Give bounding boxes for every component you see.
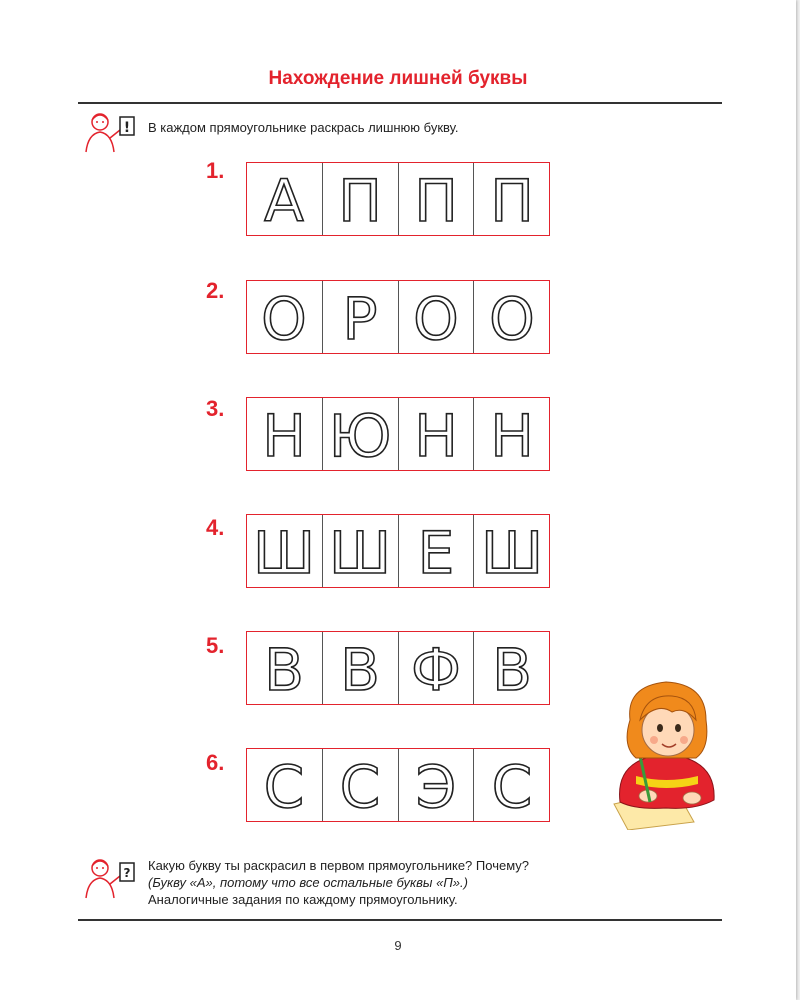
letter-cell[interactable] <box>398 632 474 704</box>
outlined-letter: О <box>488 285 535 353</box>
letter-cell[interactable] <box>473 281 549 353</box>
girl-drawing-illustration <box>606 672 728 830</box>
letter-cell[interactable] <box>322 281 398 353</box>
outlined-letter: Ш <box>480 519 543 587</box>
svg-text:!: ! <box>123 120 131 136</box>
outlined-letter: А <box>264 167 305 235</box>
outlined-letter: Ш <box>329 519 392 587</box>
letter-cell[interactable] <box>473 163 549 235</box>
bottom-divider <box>78 919 722 921</box>
outlined-letter: С <box>491 753 532 821</box>
letter-cell[interactable] <box>473 632 549 704</box>
letter-cell[interactable] <box>322 632 398 704</box>
row-number: 5. <box>206 633 225 658</box>
instruction-text: В каждом прямоугольнике раскрась лишнюю букву. <box>148 120 459 135</box>
outlined-letter: В <box>264 636 305 704</box>
outlined-letter: Ш <box>253 519 316 587</box>
letter-row <box>246 280 550 354</box>
letter-cell[interactable] <box>247 281 322 353</box>
outlined-letter: Н <box>414 402 458 470</box>
letter-cell[interactable] <box>398 515 474 587</box>
page-number: 9 <box>394 938 402 953</box>
letter-cell[interactable] <box>398 398 474 470</box>
page-title: Нахождение лишней буквы <box>268 68 528 89</box>
letter-row <box>246 397 550 471</box>
row-number: 6. <box>206 750 225 775</box>
outlined-letter: Э <box>415 753 457 821</box>
outlined-letter: П <box>489 167 534 235</box>
letter-row <box>246 631 550 705</box>
outlined-letter: Н <box>262 402 307 470</box>
outlined-letter: С <box>339 753 381 821</box>
letter-cell[interactable] <box>247 515 322 587</box>
letter-row <box>246 748 550 822</box>
svg-text:?: ? <box>123 866 131 880</box>
letter-cell[interactable] <box>398 163 474 235</box>
answer-text: (Букву «А», потому что все остальные буквы «П».) <box>148 875 468 890</box>
outlined-letter: Ю <box>328 402 392 470</box>
letter-cell[interactable] <box>247 163 322 235</box>
outlined-letter: Е <box>417 519 455 587</box>
letter-cell[interactable] <box>247 632 322 704</box>
outlined-letter: О <box>413 285 459 353</box>
outlined-letter: Ф <box>410 636 461 704</box>
letter-cell[interactable] <box>398 281 474 353</box>
outlined-letter: С <box>264 753 305 821</box>
letter-cell[interactable] <box>247 398 322 470</box>
question-text: Какую букву ты раскрасил в первом прямоугольнике? Почему? <box>148 858 530 873</box>
row-number: 1. <box>206 158 225 183</box>
outlined-letter: В <box>340 636 381 704</box>
outlined-letter: В <box>491 636 532 704</box>
outlined-letter: Р <box>342 285 378 353</box>
letter-row <box>246 162 550 236</box>
row-number: 3. <box>206 396 225 421</box>
letter-cell[interactable] <box>322 163 398 235</box>
outlined-letter: П <box>338 167 382 235</box>
letter-row <box>246 514 550 588</box>
teacher-question-icon <box>80 854 140 902</box>
letter-cell[interactable] <box>398 749 474 821</box>
outlined-letter: О <box>261 285 308 353</box>
letter-cell[interactable] <box>247 749 322 821</box>
top-divider <box>78 102 722 104</box>
letter-cell[interactable] <box>322 398 398 470</box>
letter-cell[interactable] <box>322 749 398 821</box>
question-block <box>148 857 529 908</box>
letter-cell[interactable] <box>473 515 549 587</box>
row-number: 4. <box>206 515 225 540</box>
letter-cell[interactable] <box>322 515 398 587</box>
letter-cell[interactable] <box>473 398 549 470</box>
outlined-letter: П <box>414 167 458 235</box>
row-number: 2. <box>206 278 225 303</box>
note-text: Аналогичные задания по каждому прямоугольнику. <box>148 892 458 907</box>
outlined-letter: Н <box>489 402 534 470</box>
teacher-exclamation-icon <box>80 108 140 156</box>
letter-cell[interactable] <box>473 749 549 821</box>
